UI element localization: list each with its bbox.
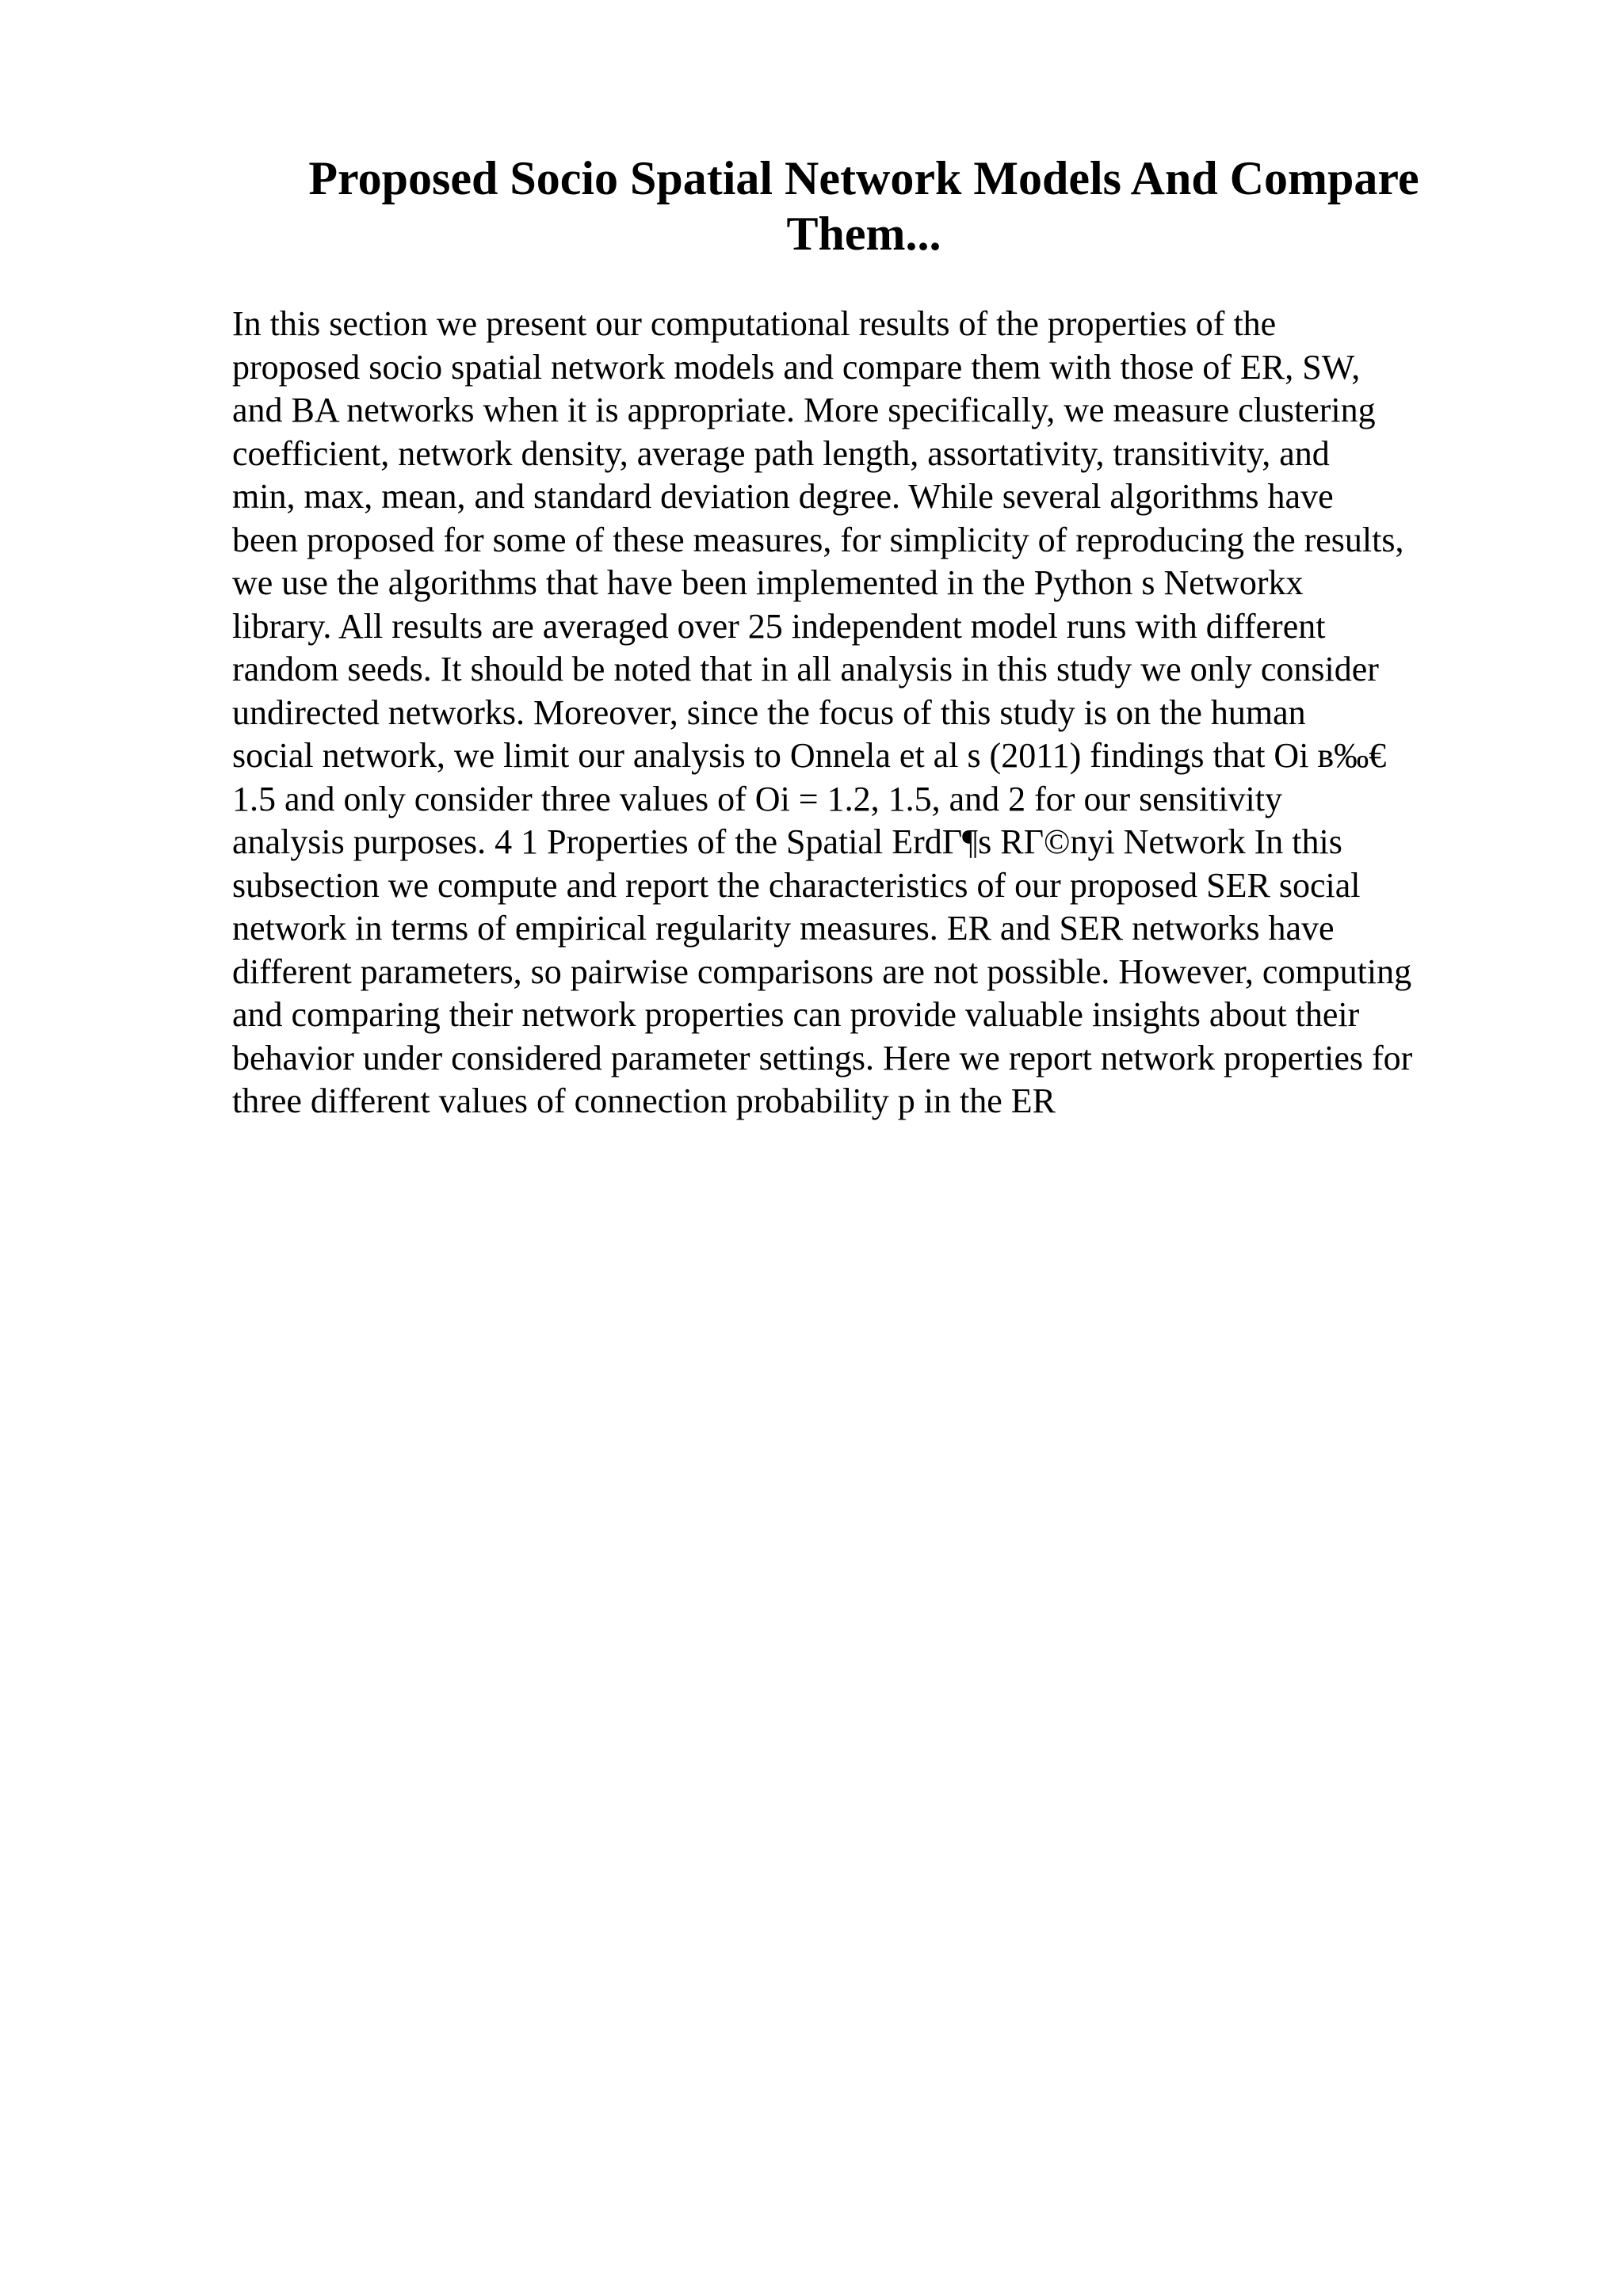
text-line: undirected networks. Moreover, since the focus of this study is on the human — [232, 692, 1306, 732]
text-line: social network, we limit our analysis to Onnela et al s (2011) findings that Оі в‰€ — [232, 736, 1387, 775]
text-line: analysis purposes. 4 1 Properties of the Spatial ErdГ¶s RГ©nyi Network In this — [232, 822, 1342, 861]
text-line: been proposed for some of these measures, for simplicity of reproducing the results, — [232, 520, 1404, 559]
document-title — [230, 151, 1498, 261]
text-line: min, max, mean, and standard deviation degree. While several algorithms have — [232, 477, 1334, 516]
text-line: we use the algorithms that have been implemented in the Python s Networkx — [232, 563, 1304, 602]
text-line: network in terms of empirical regularity measures. ER and SER networks have — [232, 909, 1335, 948]
text-line: library. All results are averaged over 25 independent model runs with different — [232, 606, 1326, 646]
text-line: subsection we compute and report the characteristics of our proposed SER social — [232, 865, 1361, 905]
text-line: In this section we present our computational results of the properties of the — [232, 304, 1277, 343]
text-line: different parameters, so pairwise comparisons are not possible. However, computing — [232, 952, 1412, 991]
text-line: proposed socio spatial network models and compare them with those of ER, SW, — [232, 347, 1361, 387]
text-line: coefficient, network density, average path length, assortativity, transitivity, and — [232, 433, 1330, 473]
text-line: and BA networks when it is appropriate. More specifically, we measure clustering — [232, 391, 1376, 429]
text-line: 1.5 and only consider three values of Оі = 1.2, 1.5, and 2 for our sensitivity — [232, 779, 1283, 818]
text-line: random seeds. It should be noted that in all analysis in this study we only consider — [232, 650, 1379, 688]
text-line: three different values of connection probability p in the ER — [232, 1081, 1056, 1120]
text-line: and comparing their network properties can provide valuable insights about their — [232, 995, 1360, 1034]
text-line: behavior under considered parameter settings. Here we report network properties for — [232, 1038, 1413, 1077]
title-line: Proposed Socio Spatial Network Models And Compare — [308, 152, 1419, 204]
title-line: Them... — [786, 208, 941, 260]
body-paragraph — [232, 303, 1500, 1123]
